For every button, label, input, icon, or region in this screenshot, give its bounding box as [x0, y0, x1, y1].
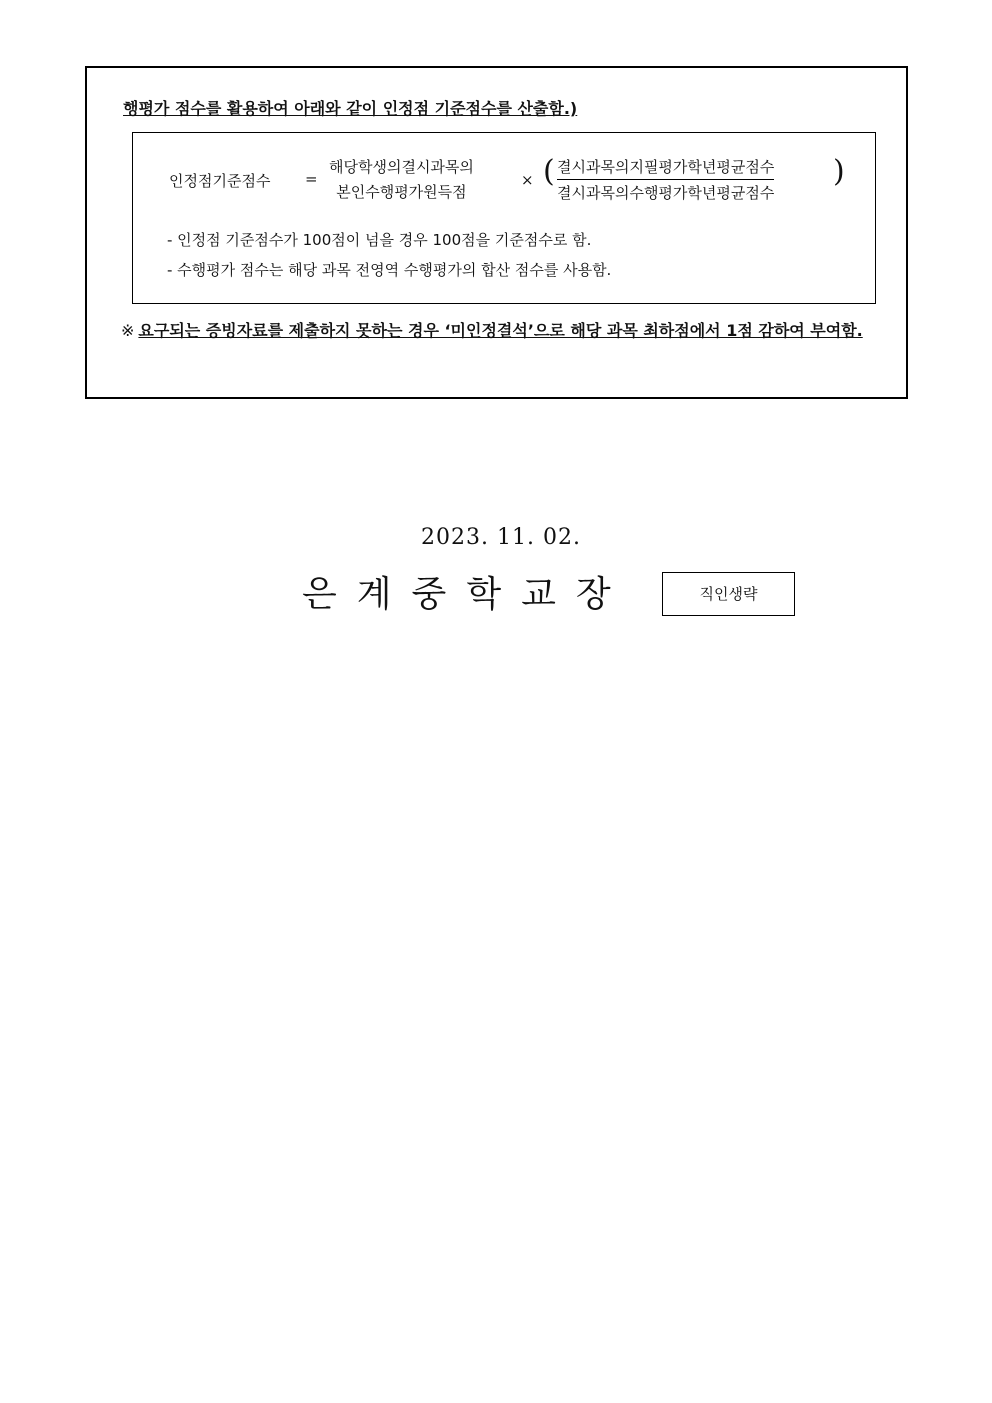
fraction-average-ratio-numerator: 결시과목의지필평가학년평균점수 — [557, 156, 774, 180]
formula-paren-close: ) — [833, 154, 845, 189]
formula-box — [132, 132, 876, 304]
formula-lhs: 인정점기준점수 — [169, 172, 271, 190]
fraction-average-ratio-denominator: 결시과목의수행평가학년평균점수 — [557, 184, 775, 202]
formula — [169, 155, 859, 207]
formula-paren-open: ( — [543, 154, 555, 189]
fraction-student-score — [329, 156, 474, 202]
note-item: - 수행평가 점수는 해당 과목 전영역 수행평가의 합산 점수를 사용함. — [167, 261, 612, 279]
seal-omitted-box: 직인생략 — [662, 572, 795, 616]
school-principal-title: 은계중학교장 — [302, 574, 631, 615]
formula-times: × — [521, 171, 534, 189]
reference-mark: ※ — [121, 321, 135, 340]
notice-box — [85, 66, 908, 399]
issue-date: 2023. 11. 02. — [421, 525, 581, 550]
fraction-student-score-denominator: 본인수행평가원득점 — [336, 183, 467, 201]
formula-equals: = — [305, 170, 318, 188]
warning-text — [121, 314, 903, 348]
intro-text: 행평가 점수를 활용하여 아래와 같이 인정점 기준점수를 산출함.) — [123, 99, 578, 118]
fraction-student-score-numerator: 해당학생의결시과목의 — [329, 158, 474, 176]
warning-body: 요구되는 증빙자료를 제출하지 못하는 경우 ‘미인정결석’으로 해당 과목 최하점에서 1점 감하여 부여함. — [138, 321, 863, 340]
note-item: - 인정점 기준점수가 100점이 넘을 경우 100점을 기준점수로 함. — [167, 231, 592, 249]
fraction-average-ratio — [557, 156, 774, 203]
